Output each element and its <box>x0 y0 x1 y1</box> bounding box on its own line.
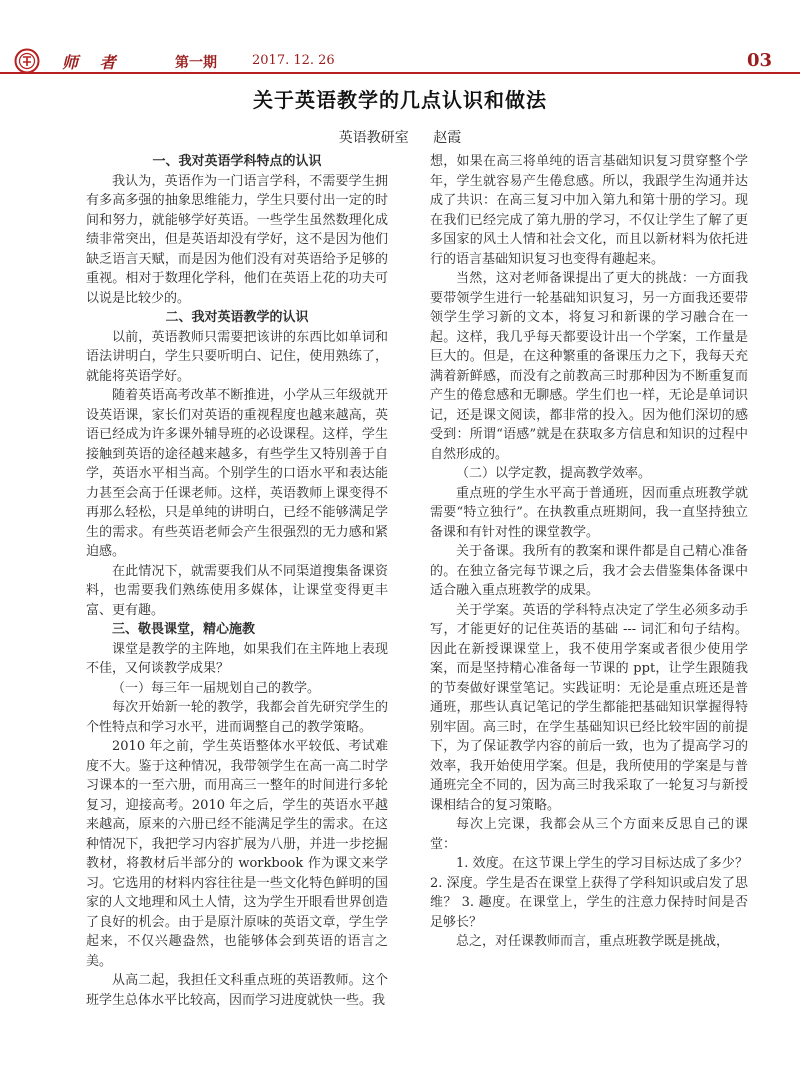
left-column <box>86 152 388 1010</box>
paragraph: 重点班的学生水平高于普通班，因而重点班教学就需要“特立独行”。在执教重点班期间，我一直坚持独立备课和有针对性的课堂教学。 <box>430 485 748 540</box>
paragraph: 我认为，英语作为一门语言学科，不需要学生拥有多高多强的抽象思维能力，学生只要付出一定的时间和努力，就能够学好英语。一些学生虽然数理化成绩非常突出，但是英语却没有学好，这不是因为他们缺乏语言天赋，而是因为他们没有对英语给予足够的重视。相对于数理化学科，他们在英语上花的功夫可以说是比较少的。 <box>86 173 388 306</box>
paragraph: 总之，对任课教师而言，重点班教学既是挑战， <box>456 934 730 949</box>
paragraph: 当然，这对老师备课提出了更大的挑战：一方面我要带领学生进行一轮基础知识复习，另一方面我还要带领学生学习新的文本，将复习和新课的学习融合在一起。这样，我几乎每天都要设计出一个学案，工作量是巨大的。但是，在这种繁重的备课压力之下，我每天充满着新鲜感，而没有之前教高三时那种因为不断重复而产生的倦怠感和无聊感。学生们也一样，无论是单词识记，还是课文阅读，都非常的投入。因为他们深切的感受到：所谓“语感”就是在获取多方信息和知识的过程中自然形成的。 <box>430 271 748 462</box>
issue-date: 2017. 12. 26 <box>252 53 335 68</box>
paragraph: 以前，英语教师只需要把该讲的东西比如单词和语法讲明白，学生只要听明白、记住，使用熟练了，就能将英语学好。 <box>86 329 388 384</box>
paragraph: 1. 效度。在这节课上学生的学习目标达成了多少？ 2. 深度。学生是否在课堂上获得了学科知识或启发了思维？ 3. 趣度。在课堂上，学生的注意力保持时间是否足够长？ <box>430 856 748 930</box>
article-byline <box>0 127 800 147</box>
paragraph: 2010 年之前，学生英语整体水平较低、考试难度不大。鉴于这种情况，我带领学生在高一高二时学习课本的一至六册，而用高三一整年的时间进行多轮复习，迎接高考。2010 年之后，学生的英语水平越来越高，原来的六册已经不能满足学生的需求。在这种情况下，我把学习内容扩展为八册，并进一步挖掘教材，将教材后半部分的 workbook 作为课文来学习。它选用的材料内容往往是一些文化特色鲜明的国家的人文地理和风土人情，这为学生开眼看世界创造了良好的机会。由于是原汁原味的英语文章，学生学起来，不仅兴趣盎然，也能够体会到英语的语言之美。 <box>86 739 388 969</box>
section-heading: 三、敬畏课堂，精心施教 <box>112 622 256 637</box>
right-column <box>430 152 748 952</box>
paragraph: 课堂是教学的主阵地，如果我们在主阵地上表现不佳，又何谈教学成果？ <box>86 641 388 676</box>
page-number: 03 <box>746 50 772 71</box>
paragraph: 在此情况下，就需要我们从不同渠道搜集备课资料，也需要我们熟练使用多媒体，让课堂变得更丰富、更有趣。 <box>86 563 388 618</box>
subsection-heading: （二）以学定教，提高教学效率。 <box>456 466 652 481</box>
paragraph: 从高二起，我担任文科重点班的英语教师。这个班学生总体水平比较高，因而学习进度就快一些。我 <box>86 973 388 1008</box>
subsection-heading: （一）每三年一届规划自己的教学。 <box>112 680 321 696</box>
masthead-title: 师 者 <box>62 53 124 72</box>
header-rule <box>0 72 800 74</box>
paragraph: 关于备课。我所有的教案和课件都是自己精心准备的。在独立备完每节课之后，我才会去借鉴集体备课中适合融入重点班教学的成果。 <box>430 544 748 598</box>
issue-label: 第一期 <box>175 55 217 71</box>
paragraph: 关于学案。英语的学科特点决定了学生必须多动手写，才能更好的记住英语的基础 --- 词汇和句子结构。因此在新授课课堂上，我不使用学案或者很少使用学案，而是坚持精心准备每一节课的 ppt，让学生跟随我的节奏做好课堂笔记。实践证明：无论是重点班还是普通班，那些认真记笔记的学生都能把基础知识掌握得特别牢固。高三时，在学生基础知识已经比较牢固的前提下，为了保证教学内容的前后一致，也为了提高学习的效率，我开始使用学案。但是，我所使用的学案是与普通班完全不同的，因为高三时我采取了一轮复习与新授课相结合的复习策略。 <box>430 602 748 813</box>
paragraph: 每次开始新一轮的教学，我都会首先研究学生的个性特点和学习水平，进而调整自己的教学策略。 <box>86 700 388 735</box>
author-name: 赵霞 <box>433 130 462 146</box>
school-logo-icon <box>14 48 40 74</box>
article-title: 关于英语教学的几点认识和做法 <box>253 88 547 112</box>
author-unit: 英语教研室 <box>338 130 409 146</box>
page-header <box>0 0 800 72</box>
paragraph: 随着英语高考改革不断推进，小学从三年级就开设英语课，家长们对英语的重视程度也越来越高，英语已经成为许多课外辅导班的必设课程。这样，学生接触到英语的途径越来越多，有些学生又特别善于自学，英语水平相当高。个别学生的口语水平和表达能力甚至会高于任课老师。这样，英语教师上课变得不再那么轻松，只是单纯的讲明白，已经不能够满足学生的需求。有些英语老师会产生很强烈的无力感和紧迫感。 <box>86 388 388 559</box>
paragraph: 想，如果在高三将单纯的语言基础知识复习贯穿整个学年，学生就容易产生倦怠感。所以，我跟学生沟通并达成了共识：在高三复习中加入第九和第十册的学习。现在我们已经完成了第九册的学习，不仅让学生了解了更多国家的风土人情和社会文化，而且以新材料为依托进行的语言基础知识复习也变得有趣起来。 <box>430 154 748 267</box>
section-heading: 二、我对英语教学的认识 <box>165 310 309 325</box>
paragraph: 每次上完课，我都会从三个方面来反思自己的课堂： <box>430 817 748 852</box>
section-heading: 一、我对英语学科特点的认识 <box>152 154 322 169</box>
